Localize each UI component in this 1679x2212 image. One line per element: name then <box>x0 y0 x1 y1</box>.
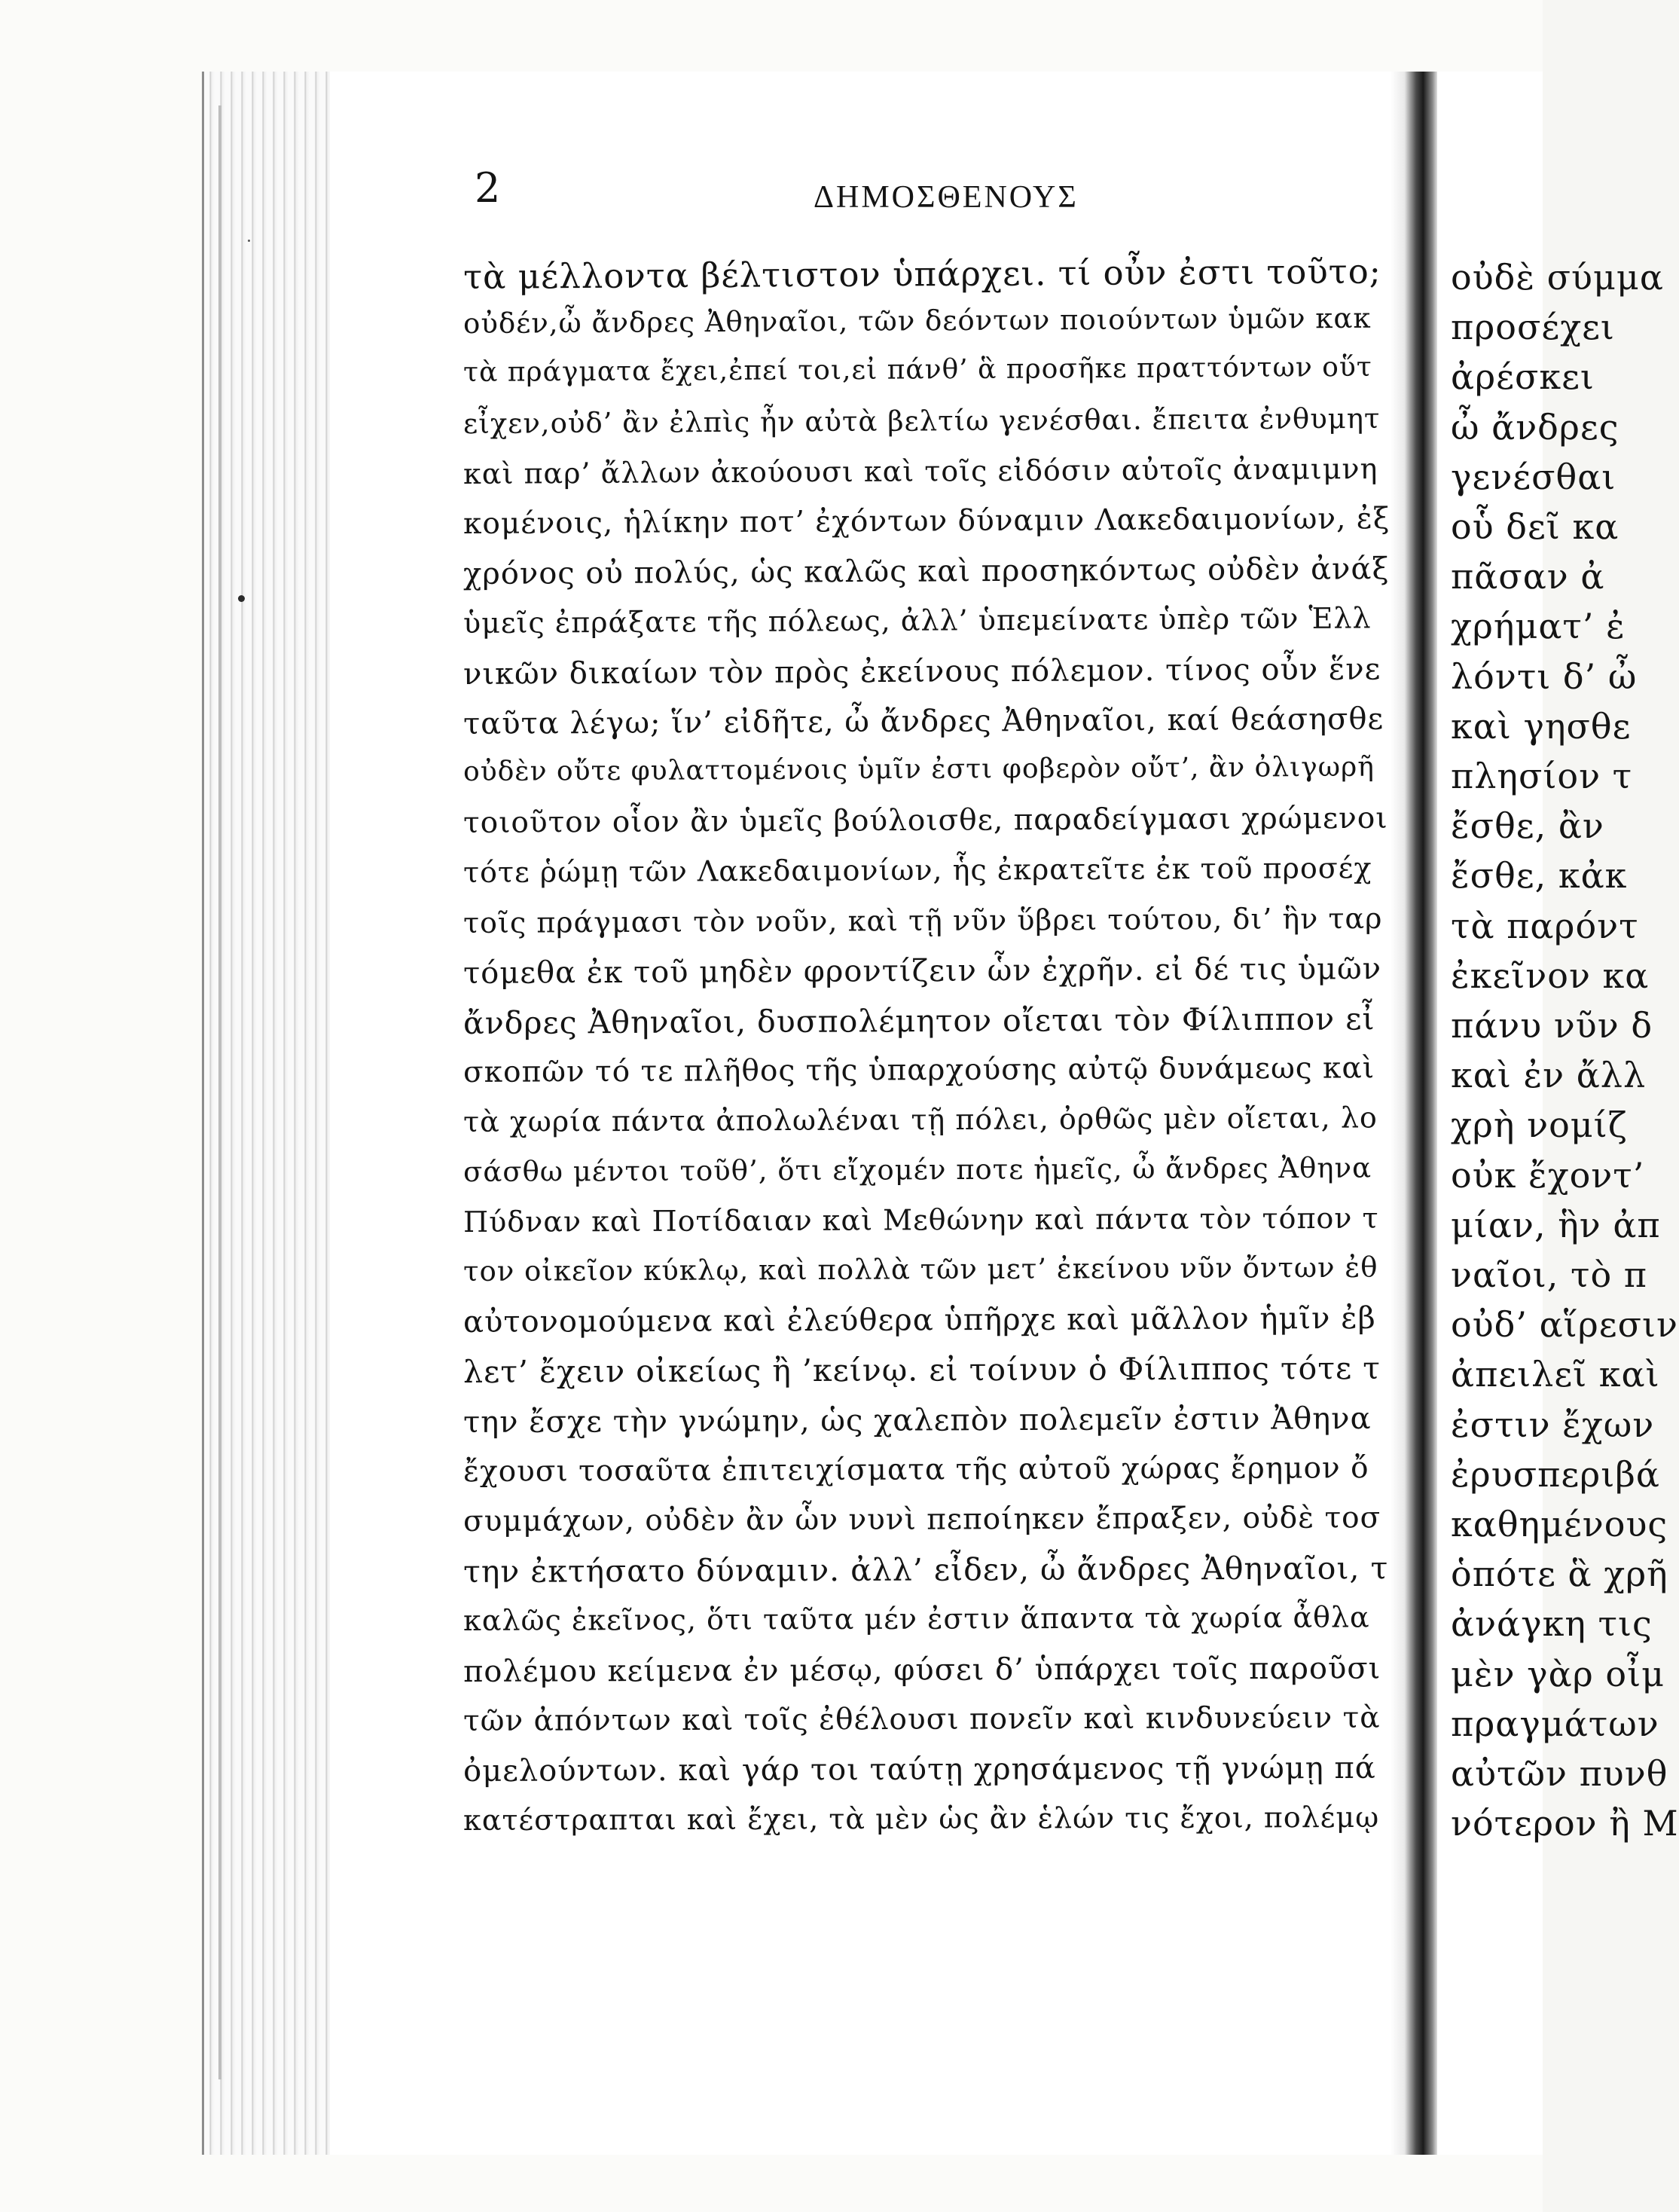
text-line: την ἐκτήσατο δύναμιν. ἀλλ’ εἶδεν, ὦ ἄνδρες Ἀθηναῖοι, τ <box>462 1550 1389 1590</box>
text-line: καὶ παρ’ ἄλλων ἀκούουσι καὶ τοῖς εἰδόσιν αὐτοῖς ἀναμιμνη <box>462 452 1378 490</box>
facing-text-line: ναῖοι, τὸ π <box>1451 1254 1648 1295</box>
text-line: τοῖς πράγμασι τὸν νοῦν, καὶ τῇ νῦν ὕβρει τούτου, δι’ ἣν ταρ <box>462 901 1383 939</box>
facing-text-line: οὐκ ἔχοντ’ <box>1451 1155 1645 1196</box>
facing-text-line: αὐτῶν πυνθ <box>1451 1753 1668 1794</box>
text-line: την ἔσχε τὴν γνώμην, ὡς χαλεπὸν πολεμεῖν ἐστιν Ἀθηνα <box>462 1401 1372 1440</box>
facing-text-line: χρήματ’ ἐ <box>1451 606 1626 646</box>
facing-page <box>1437 72 1679 2155</box>
text-line: σάσθω μέντοι τοῦθ’, ὅτι εἴχομέν ποτε ἡμεῖς, ὦ ἄνδρες Ἀθηνα <box>462 1151 1372 1188</box>
text-line: ἄνδρες Ἀθηναῖοι, δυσπολέμητον οἴεται τὸν Φίλιππον εἶ <box>462 1001 1375 1041</box>
text-line: τὰ μέλλοντα βέλτιστον ὑπάρχει. τί οὖν ἐστι τοῦτο; <box>462 251 1382 297</box>
text-line: λετ’ ἔχειν οἰκείως ἢ ’κείνῳ. εἰ τοίνυν ὁ Φίλιππος τότε τ <box>462 1349 1381 1390</box>
facing-text-line: πᾶσαν ἀ <box>1451 556 1605 597</box>
text-line: κομένοις, ἡλίκην ποτ’ ἐχόντων δύναμιν Λακεδαιμονίων, ἐξ <box>462 502 1391 541</box>
facing-text-line: καθημένους <box>1451 1504 1668 1544</box>
text-line: Πύδναν καὶ Ποτίδαιαν καὶ Μεθώνην καὶ πάντα τὸν τόπον τ <box>462 1201 1379 1239</box>
text-line: κατέστραπται καὶ ἔχει, τὰ μὲν ὡς ἂν ἑλών τις ἔχοι, πολέμῳ <box>462 1800 1380 1837</box>
text-line: πολέμου κείμενα ἐν μέσῳ, φύσει δ’ ὑπάρχει τοῖς παροῦσι <box>462 1651 1381 1689</box>
text-line: καλῶς ἐκεῖνος, ὅτι ταῦτα μέν ἐστιν ἅπαντα τὰ χωρία ἆθλα <box>462 1600 1370 1637</box>
text-line: ὑμεῖς ἐπράξατε τῆς πόλεως, ἀλλ’ ὑπεμείνατε ὑπὲρ τῶν Ἑλλ <box>462 601 1372 640</box>
facing-text-line: ὦ ἄνδρες <box>1451 407 1619 448</box>
text-line: συμμάχων, οὐδὲν ἂν ὧν νυνὶ πεποίηκεν ἔπραξεν, οὐδὲ τοσ <box>462 1501 1381 1538</box>
facing-text-line: ἐκεῖνον κα <box>1451 955 1650 996</box>
book-spine-line <box>218 105 221 2079</box>
facing-text-line: ἀρέσκει <box>1451 356 1595 397</box>
text-line: αὐτονομούμενα καὶ ἐλεύθερα ὑπῆρχε καὶ μᾶλλον ἡμῖν ἐβ <box>462 1300 1376 1340</box>
facing-text-line: τὰ παρόντ <box>1451 906 1639 946</box>
text-line: σκοπῶν τό τε πλῆθος τῆς ὑπαρχούσης αὐτῷ δυνάμεως καὶ <box>462 1051 1375 1089</box>
text-line: ὀμελούντων. καὶ γάρ τοι ταύτῃ χρησάμενος τῇ γνώμῃ πά <box>462 1750 1376 1789</box>
facing-text-line: λόντι δ’ ὦ <box>1451 656 1638 697</box>
text-line: τότε ῥώμῃ τῶν Λακεδαιμονίων, ἧς ἐκρατεῖτε ἐκ τοῦ προσέχ <box>462 851 1372 889</box>
text-line: εἶχεν,οὐδ’ ἂν ἐλπὶς ἦν αὐτὰ βελτίω γενέσθαι. ἔπειτα ἐνθυμητ <box>462 402 1381 440</box>
facing-text-line: ἐστιν ἔχων <box>1451 1404 1655 1445</box>
text-line: ταῦτα λέγω; ἵν’ εἰδῆτε, ὦ ἄνδρες Ἀθηναῖοι, καί θεάσησθε <box>462 701 1384 741</box>
facing-text-line: μὲν γὰρ οἶμ <box>1451 1654 1665 1694</box>
facing-text-line: πραγμάτων <box>1451 1703 1659 1744</box>
facing-text-line: νότερον ἢ Μ <box>1451 1803 1679 1844</box>
text-line: τοιοῦτον οἷον ἂν ὑμεῖς βούλοισθε, παραδείγμασι χρώμενοι <box>462 801 1388 840</box>
text-line: τον οἰκεῖον κύκλῳ, καὶ πολλὰ τῶν μετ’ ἐκείνου νῦν ὄντων ἐθ <box>462 1251 1378 1288</box>
text-line: ἔχουσι τοσαῦτα ἐπιτειχίσματα τῆς αὐτοῦ χώρας ἔρημον ὄ <box>462 1451 1369 1489</box>
facing-text-line: προσέχει <box>1451 307 1615 347</box>
text-line: τόμεθα ἐκ τοῦ μηδὲν φροντίζειν ὧν ἐχρῆν. εἰ δέ τις ὑμῶν <box>462 952 1382 991</box>
facing-text-line: χρὴ νομίζ <box>1451 1104 1628 1145</box>
facing-text-line: ἐρυσπεριβά <box>1451 1454 1660 1495</box>
text-line: οὐδέν,ὦ ἄνδρες Ἀθηναῖοι, τῶν δεόντων ποιούντων ὑμῶν κακ <box>462 301 1372 340</box>
facing-text-line: οὐδὲ σύμμα <box>1451 257 1664 298</box>
facing-text-line: καὶ γησθε <box>1451 706 1632 747</box>
margin-mark <box>238 595 245 602</box>
text-line: τῶν ἀπόντων καὶ τοῖς ἐθέλουσι πονεῖν καὶ κινδυνεύειν τὰ <box>462 1700 1381 1738</box>
text-line: τὰ πράγματα ἔχει,ἐπεί τοι,εἰ πάνθ’ ἃ προσῆκε πραττόντων οὕτ <box>462 351 1372 388</box>
facing-text-line: ἔσθε, κἀκ <box>1451 855 1628 896</box>
facing-text-line: μίαν, ἣν ἀπ <box>1451 1205 1661 1245</box>
facing-text-line: πάνυ νῦν δ <box>1451 1005 1653 1046</box>
margin-mark <box>248 240 250 242</box>
text-line: χρόνος οὐ πολύς, ὡς καλῶς καὶ προσηκόντως οὐδὲν ἀνάξ <box>462 551 1390 591</box>
text-line: τὰ χωρία πάντα ἀπολωλέναι τῇ πόλει, ὀρθῶς μὲν οἴεται, λο <box>462 1101 1378 1138</box>
facing-text-line: ἔσθε, ἂν <box>1451 805 1604 846</box>
running-head: ΔΗΜΟΣΘΕΝΟΥΣ <box>814 180 1079 215</box>
facing-text-line: πλησίον τ <box>1451 756 1633 796</box>
page-gutter <box>1391 72 1437 2155</box>
facing-text-line: καὶ ἐν ἄλλ <box>1451 1055 1647 1095</box>
facing-text-line: ἀνάγκη τις <box>1451 1603 1653 1644</box>
facing-text-line: οὗ δεῖ κα <box>1451 506 1619 547</box>
page-number: 2 <box>475 164 501 212</box>
text-line: οὐδὲν οὔτε φυλαττομένοις ὑμῖν ἐστι φοβερὸν οὔτ’, ἂν ὀλιγωρῆ <box>462 751 1375 787</box>
facing-text-line: οὐδ’ αἵρεσιν <box>1451 1304 1678 1345</box>
facing-text-line: ἀπειλεῖ καὶ <box>1451 1354 1660 1395</box>
text-line: νικῶν δικαίων τὸν πρὸς ἐκείνους πόλεμον. τίνος οὖν ἕνε <box>462 652 1381 692</box>
facing-text-line: ὁπότε ἃ χρῆ <box>1451 1554 1668 1594</box>
facing-text-line: γενέσθαι <box>1451 457 1616 497</box>
